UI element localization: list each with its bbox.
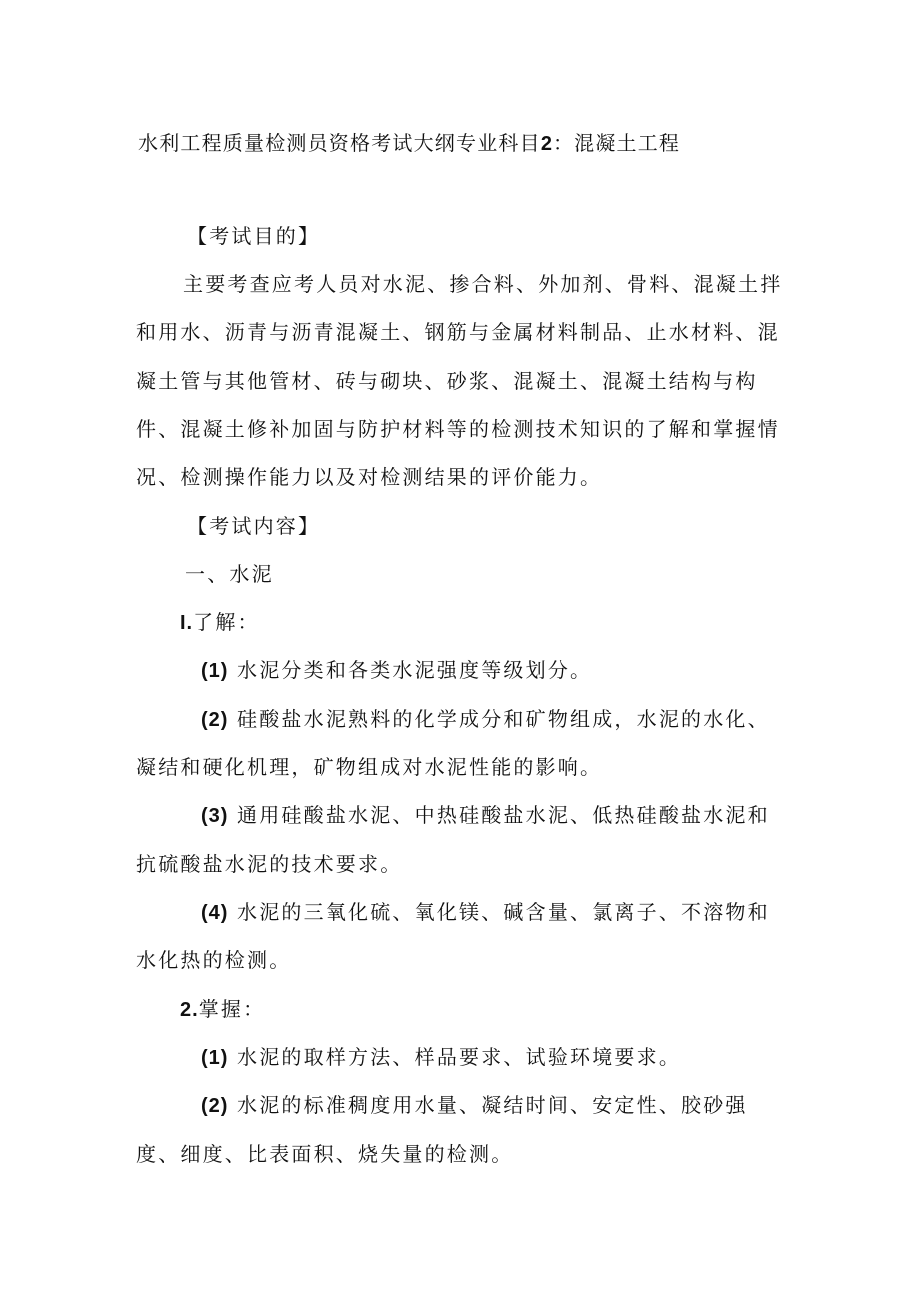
list-item [201, 656, 592, 685]
purpose-paragraph-line: 凝土管与其他管材、砖与砌块、砂浆、混凝土、混凝土结构与构 [136, 369, 758, 393]
item-text: 硅酸盐水泥熟料的化学成分和矿物组成，水泥的水化、 [237, 707, 770, 731]
item-number: (4) [201, 902, 229, 924]
item-number: (1) [201, 660, 229, 682]
item-number: (2) [201, 1095, 229, 1117]
subheading-label: 了解： [193, 610, 260, 634]
document-title [138, 129, 680, 158]
section-heading-purpose: 【考试目的】 [187, 224, 321, 248]
subheading-marker: 2. [180, 999, 199, 1021]
list-item-continuation: 凝结和硬化机理，矿物组成对水泥性能的影响。 [136, 755, 603, 779]
list-item-continuation: 度、细度、比表面积、烧失量的检测。 [136, 1142, 514, 1166]
item-text: 通用硅酸盐水泥、中热硅酸盐水泥、低热硅酸盐水泥和 [237, 803, 770, 827]
list-item-continuation: 抗硫酸盐水泥的技术要求。 [136, 852, 403, 876]
purpose-paragraph-line: 和用水、沥青与沥青混凝土、钢筋与金属材料制品、止水材料、混 [136, 320, 780, 344]
item-text: 水泥分类和各类水泥强度等级划分。 [237, 658, 593, 682]
title-number: 2 [540, 133, 553, 155]
subheading-understand [180, 608, 260, 637]
item-text: 水泥的取样方法、样品要求、试验环境要求。 [237, 1045, 682, 1069]
item-number: (2) [201, 709, 229, 731]
list-item [201, 1043, 681, 1072]
item-text: 水泥的三氧化硫、氧化镁、碱含量、氯离子、不溶物和 [237, 900, 770, 924]
list-item [201, 801, 770, 830]
chapter-heading-cement: 一、水泥 [185, 562, 274, 586]
subheading-label: 掌握： [198, 997, 266, 1021]
list-item [201, 705, 770, 734]
item-number: (3) [201, 805, 229, 827]
purpose-paragraph-line: 件、混凝土修补加固与防护材料等的检测技术知识的了解和掌握情 [136, 417, 780, 441]
item-number: (1) [201, 1047, 229, 1069]
section-heading-content: 【考试内容】 [187, 514, 321, 538]
title-prefix: 水利工程质量检测员资格考试大纲专业科目 [138, 131, 541, 155]
title-suffix: ：混凝土工程 [552, 131, 681, 155]
purpose-paragraph-line: 况、检测操作能力以及对检测结果的评价能力。 [136, 465, 603, 489]
list-item [201, 1091, 748, 1120]
list-item-continuation: 水化热的检测。 [136, 948, 292, 972]
subheading-master [180, 995, 265, 1024]
purpose-paragraph-line: 主要考查应考人员对水泥、掺合料、外加剂、骨料、混凝土拌 [183, 272, 783, 296]
list-item [201, 898, 770, 927]
subheading-marker: I. [180, 612, 194, 634]
item-text: 水泥的标准稠度用水量、凝结时间、安定性、胶砂强 [237, 1093, 748, 1117]
